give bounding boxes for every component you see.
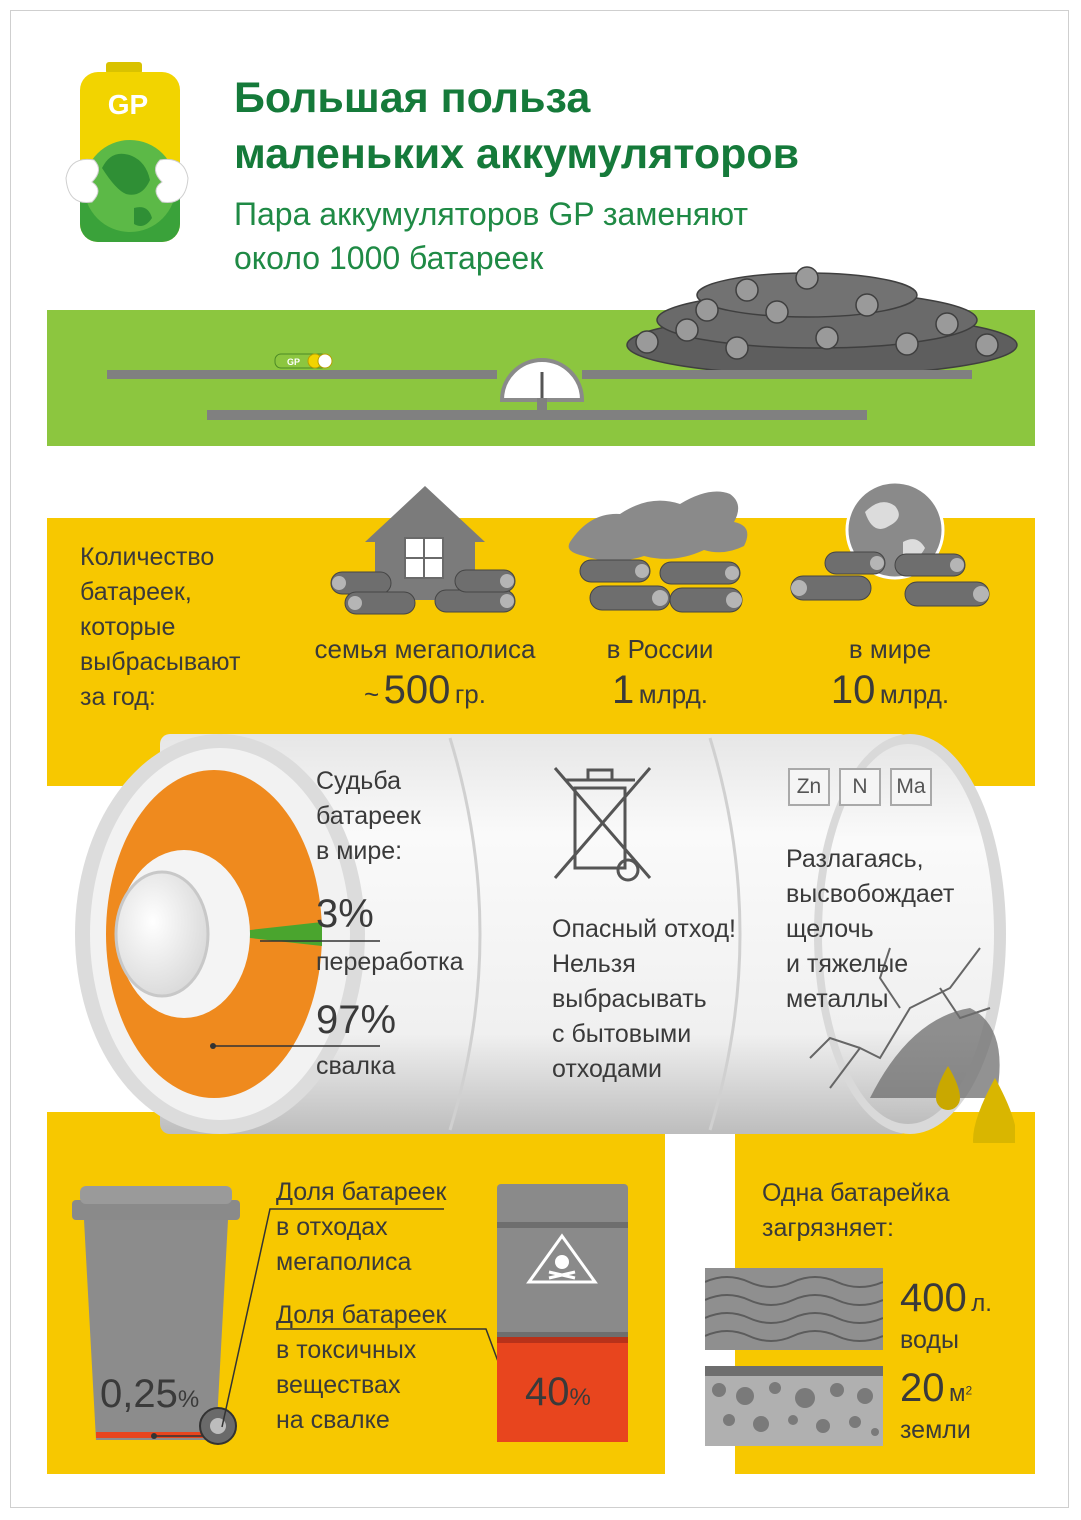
soil-icon xyxy=(705,1366,883,1446)
quantity-label-line: за год: xyxy=(80,683,156,711)
globe-battery-icon xyxy=(785,482,995,622)
russia-map-battery-icon xyxy=(560,482,760,622)
water-label: воды xyxy=(900,1326,959,1354)
soil-value xyxy=(900,1366,972,1411)
hazard-line: отходами xyxy=(552,1055,663,1083)
soil-unit: м xyxy=(948,1380,966,1407)
decomp-line: высвобождает xyxy=(786,880,955,908)
small-battery-label: GP xyxy=(287,357,301,367)
element-zn: Zn xyxy=(788,768,830,806)
water-unit: л. xyxy=(971,1290,992,1317)
share-waste-line: Доля батареек xyxy=(276,1178,447,1206)
qty-unit: млрд. xyxy=(638,679,708,709)
decomp-line: Разлагаясь, xyxy=(786,845,924,873)
share-waste-text xyxy=(276,1175,496,1280)
quantity-label-line: которые xyxy=(80,613,176,641)
gp-logo-icon xyxy=(62,58,192,248)
quantity-label-line: Количество xyxy=(80,543,215,571)
pollution-title xyxy=(762,1176,1022,1246)
scale-beam-left xyxy=(107,370,497,379)
element-n: N xyxy=(839,768,881,806)
water-number: 400 xyxy=(900,1276,967,1320)
decomp-line: щелочь xyxy=(786,915,874,943)
fate-title-line: батареек xyxy=(316,802,421,830)
qty-caption-family: семья мегаполиса xyxy=(314,634,536,664)
pollution-title-line: загрязняет: xyxy=(762,1214,894,1242)
subtitle-line-1: Пара аккумуляторов GP заменяют xyxy=(234,196,749,232)
gp-battery-pair-icon xyxy=(275,354,332,368)
decomp-line: и тяжелые xyxy=(786,950,909,978)
qty-caption-world: в мире xyxy=(848,634,932,664)
hazard-line: выбрасывать xyxy=(552,985,707,1013)
title-line-2: маленьких аккумуляторов xyxy=(234,130,800,178)
battery-pile-icon xyxy=(627,267,1017,375)
waste-share-value xyxy=(100,1372,199,1417)
subtitle-line-2: около 1000 батареек xyxy=(234,240,544,276)
scale-illustration xyxy=(47,250,1035,446)
qty-value-family xyxy=(300,668,550,713)
decomp-line: металлы xyxy=(786,985,889,1013)
qty-unit: гр. xyxy=(454,679,486,709)
hazard-line: Опасный отход! xyxy=(552,915,736,943)
share-toxic-line: на свалке xyxy=(276,1406,390,1434)
qty-value: 1 xyxy=(611,668,635,712)
hazard-line: Нельзя xyxy=(552,950,636,978)
quantity-label-line: выбрасывают xyxy=(80,648,241,676)
recycle-value: 3% xyxy=(316,892,374,936)
page-title xyxy=(234,70,1034,182)
recycle-label: переработка xyxy=(316,948,464,976)
quantity-label-line: батареек, xyxy=(80,578,192,606)
soil-label: земли xyxy=(900,1416,971,1444)
water-waves-icon xyxy=(705,1268,883,1350)
toxic-share-value xyxy=(525,1370,591,1415)
landfill-value: 97% xyxy=(316,998,397,1042)
house-battery-icon xyxy=(325,482,525,622)
qty-prefix: ~ xyxy=(363,679,380,709)
hazard-text xyxy=(552,912,762,1087)
qty-value: 500 xyxy=(383,668,451,712)
toxic-share-unit: % xyxy=(569,1384,591,1411)
qty-unit: млрд. xyxy=(879,679,950,709)
waste-share-number: 0,25 xyxy=(100,1372,178,1416)
decomp-text xyxy=(786,842,986,1017)
qty-value-world xyxy=(790,668,990,713)
share-toxic-line: веществах xyxy=(276,1371,401,1399)
qty-caption-russia: в России xyxy=(606,634,714,664)
quantity-label xyxy=(80,540,280,715)
title-line-1: Большая польза xyxy=(234,74,591,122)
qty-value-russia xyxy=(560,668,760,713)
pollution-title-line: Одна батарейка xyxy=(762,1179,950,1207)
fate-title-line: в мире: xyxy=(316,837,403,865)
fate-title xyxy=(316,764,476,869)
share-toxic-line: Доля батареек xyxy=(276,1301,447,1329)
fate-title-line: Судьба xyxy=(316,767,401,795)
soil-sup: 2 xyxy=(965,1383,973,1398)
toxic-share-number: 40 xyxy=(525,1370,570,1414)
soil-number: 20 xyxy=(900,1366,945,1410)
qty-value: 10 xyxy=(830,668,876,712)
hazard-line: с бытовыми xyxy=(552,1020,692,1048)
scale-beam-right xyxy=(582,370,972,379)
element-ma: Ma xyxy=(890,768,932,806)
share-waste-line: в отходах xyxy=(276,1213,388,1241)
battery-terminal xyxy=(116,872,208,996)
landfill-label: свалка xyxy=(316,1052,396,1080)
share-waste-line: мегаполиса xyxy=(276,1248,412,1276)
gp-logo-text: GP xyxy=(107,89,149,120)
waste-share-unit: % xyxy=(177,1386,200,1413)
water-value xyxy=(900,1276,992,1321)
share-toxic-line: в токсичных xyxy=(276,1336,417,1364)
